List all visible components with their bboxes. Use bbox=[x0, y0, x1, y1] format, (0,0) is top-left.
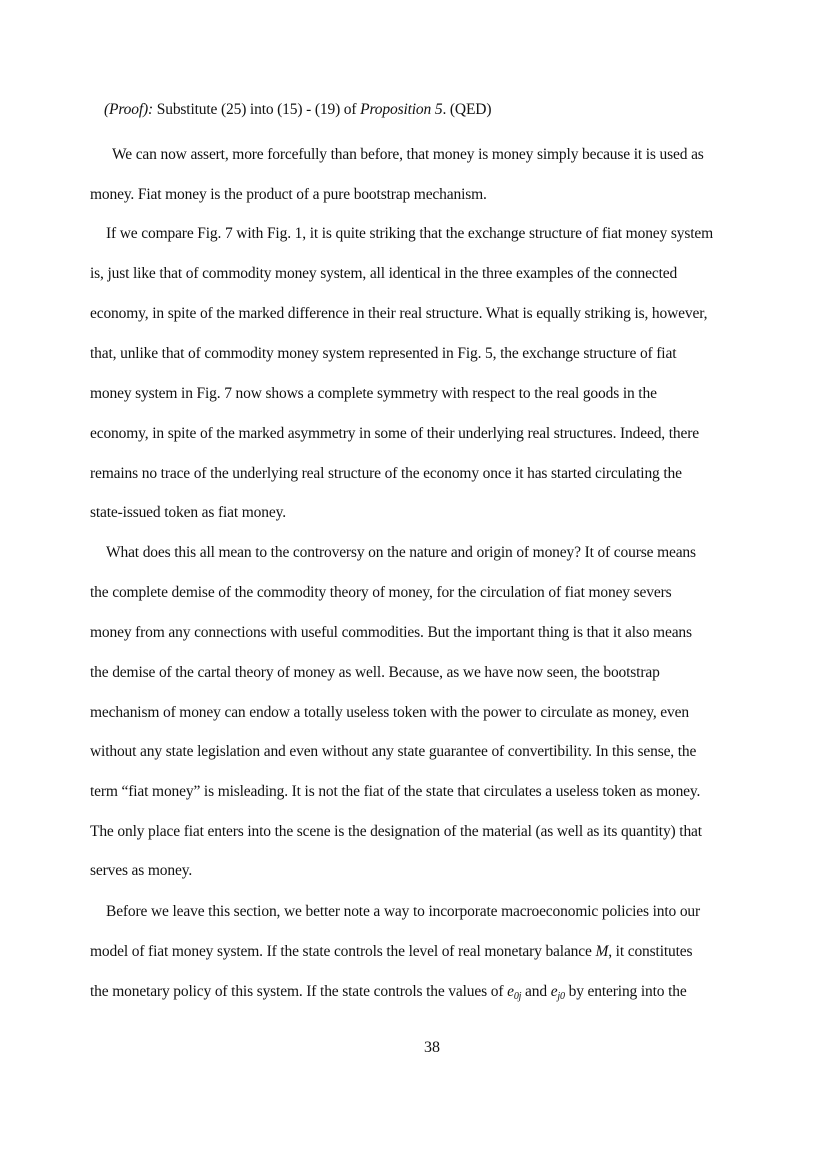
paragraph-line-16: without any state legislation and even without any state guarantee of convertibility. In this sense, the bbox=[90, 743, 697, 760]
paragraph-line-21 bbox=[90, 942, 692, 962]
proposition-reference: Proposition 5 bbox=[360, 101, 443, 118]
paragraph-line-1: We can now assert, more forcefully than before, that money is money simply because it is used as bbox=[112, 146, 704, 163]
line-text-end: by entering into the bbox=[564, 983, 687, 1000]
paragraph-line-13: money from any connections with useful commodities. But the important thing is that it also means bbox=[90, 624, 692, 641]
paragraph-line-20: Before we leave this section, we better note a way to incorporate macroeconomic policies into our bbox=[106, 903, 701, 920]
proof-text: Substitute (25) into (15) - (19) of bbox=[153, 101, 361, 118]
exchange-variable-1: e bbox=[507, 983, 514, 1000]
page-number: 38 bbox=[424, 1039, 440, 1056]
exchange-variable-2-subscript: j0 bbox=[557, 991, 565, 1002]
exchange-variable-2: e bbox=[550, 983, 558, 1000]
line-text-start: the monetary policy of this system. If the state controls the values of bbox=[90, 983, 508, 1000]
paragraph-line-10: state-issued token as fiat money. bbox=[90, 504, 286, 521]
line-text-mid: and bbox=[521, 983, 551, 1000]
exchange-variable-1-subscript: 0j bbox=[513, 991, 522, 1002]
line-text-end: , it constitutes bbox=[608, 943, 693, 960]
paragraph-line-2: money. Fiat money is the product of a pure bootstrap mechanism. bbox=[90, 186, 487, 203]
paragraph-line-9: remains no trace of the underlying real structure of the economy once it has started circulating the bbox=[90, 465, 682, 482]
paragraph-line-15: mechanism of money can endow a totally useless token with the power to circulate as money, even bbox=[90, 704, 689, 721]
paragraph-line-4: is, just like that of commodity money system, all identical in the three examples of the connected bbox=[90, 265, 678, 282]
paragraph-line-19: serves as money. bbox=[90, 862, 193, 879]
proof-line bbox=[104, 100, 491, 120]
paragraph-line-11: What does this all mean to the controversy on the nature and origin of money? It of course means bbox=[106, 544, 696, 561]
paragraph-line-3: If we compare Fig. 7 with Fig. 1, it is quite striking that the exchange structure of fiat money system bbox=[106, 225, 714, 242]
paragraph-line-22 bbox=[90, 982, 687, 1007]
paragraph-line-14: the demise of the cartal theory of money as well. Because, as we have now seen, the bootstrap bbox=[90, 664, 660, 681]
proof-label: (Proof): bbox=[104, 101, 154, 118]
paragraph-line-7: money system in Fig. 7 now shows a complete symmetry with respect to the real goods in the bbox=[90, 385, 657, 402]
paragraph-line-18: The only place fiat enters into the scene is the designation of the material (as well as its quantity) that bbox=[90, 823, 702, 840]
paragraph-line-6: that, unlike that of commodity money system represented in Fig. 5, the exchange structure of fiat bbox=[90, 345, 677, 362]
line-text-start: model of fiat money system. If the state controls the level of real monetary balance bbox=[90, 943, 596, 960]
paragraph-line-5: economy, in spite of the marked difference in their real structure. What is equally striking is, however, bbox=[90, 305, 708, 322]
paragraph-line-17: term “fiat money” is misleading. It is not the fiat of the state that circulates a useless token as money. bbox=[90, 783, 701, 800]
proof-end: . (QED) bbox=[442, 101, 492, 118]
paragraph-line-12: the complete demise of the commodity theory of money, for the circulation of fiat money severs bbox=[90, 584, 672, 601]
paragraph-line-8: economy, in spite of the marked asymmetry in some of their underlying real structures. Indeed, there bbox=[90, 425, 699, 442]
real-balance-variable: M bbox=[595, 943, 609, 960]
